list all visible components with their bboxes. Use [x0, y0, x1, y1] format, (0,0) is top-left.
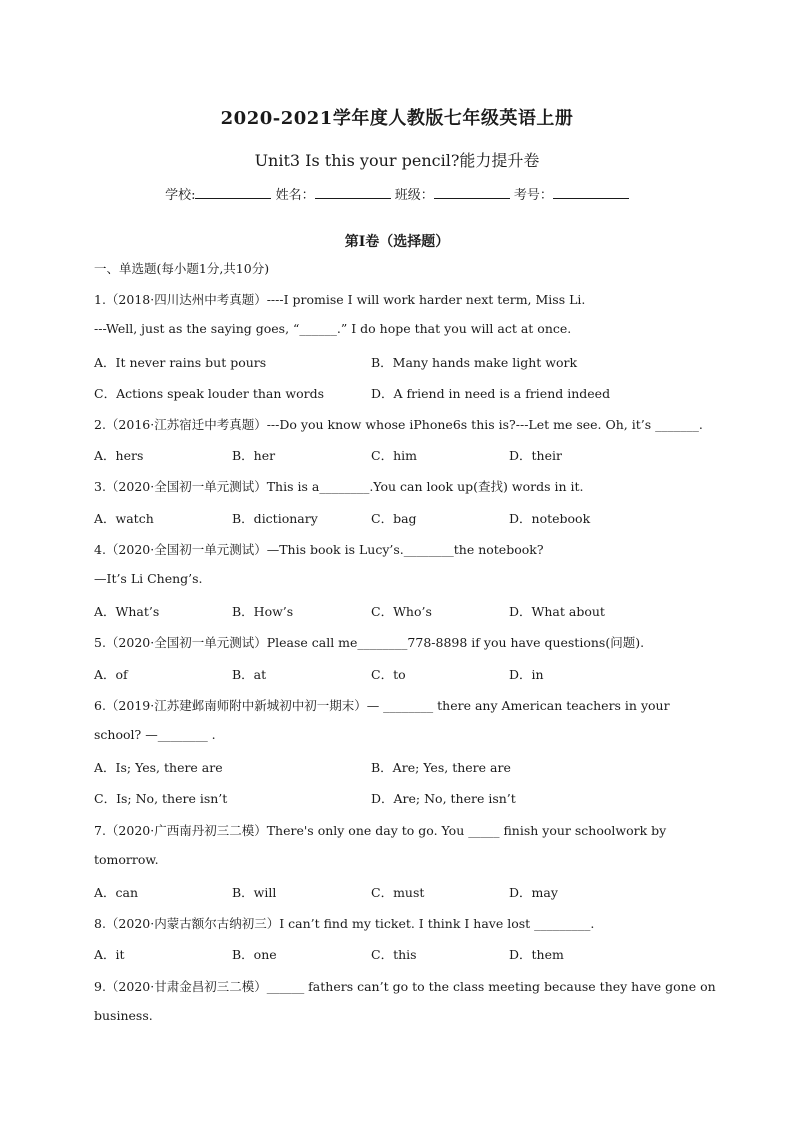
question-1-option-c: C．Actions speak louder than words [94, 386, 324, 401]
question-4-option-a: A．What’s [94, 604, 160, 619]
question-2-option-c: C．him [371, 448, 417, 463]
question-8-option-c: C．this [371, 947, 417, 962]
section-title: 第I卷（选择题） [344, 234, 450, 250]
number-label: 考号： [513, 188, 553, 203]
exam-subtitle: Unit3 Is this your pencil?能力提升卷 [254, 151, 540, 170]
question-6-stem-line2: school? —________ . [94, 727, 216, 742]
question-5-option-a: A．of [94, 667, 128, 682]
question-6-option-c: C．Is; No, there isn’t [94, 791, 228, 806]
school-label: 学校: [165, 188, 196, 203]
question-5-stem: 5.（2020·全国初一单元测试）Please call me________778-8898 if you have questions(问题). [94, 635, 645, 650]
question-8-option-a: A．it [94, 947, 125, 962]
name-label: 姓名： [275, 188, 315, 203]
question-8-option-b: B．one [232, 947, 277, 962]
question-1-option-a: A．It never rains but pours [94, 355, 267, 370]
question-7-option-c: C．must [371, 885, 425, 900]
question-6-option-a: A．Is; Yes, there are [94, 760, 223, 775]
question-7-option-d: D．may [509, 885, 558, 900]
class-label: 班级： [394, 188, 434, 203]
question-3-option-c: C．bag [371, 511, 417, 526]
question-2-stem: 2.（2016·江苏宿迁中考真题）---Do you know whose iPhone6s this is?---Let me see. Oh, it’s _______. [94, 417, 703, 432]
question-9-stem: 9.（2020·甘肃金昌初三二模）______ fathers can’t go to the class meeting because they have gone on [94, 979, 716, 994]
question-2-option-b: B．her [232, 448, 276, 463]
question-4-option-b: B．How’s [232, 604, 294, 619]
question-7-option-b: B．will [232, 885, 277, 900]
question-5-option-b: B．at [232, 667, 267, 682]
part-heading: 一、单选题(每小题1分,共10分) [94, 261, 270, 276]
question-3-option-a: A．watch [94, 511, 154, 526]
exam-title: 2020-2021学年度人教版七年级英语上册 [220, 108, 574, 129]
question-6-option-d: D．Are; No, there isn’t [371, 791, 516, 806]
name-blank [315, 186, 391, 199]
question-5-option-d: D．in [509, 667, 544, 682]
question-6-option-b: B．Are; Yes, there are [371, 760, 511, 775]
question-6-stem: 6.（2019·江苏建邺南师附中新城初中初一期末）— ________ there any American teachers in your [94, 698, 670, 713]
student-info-row [0, 184, 794, 203]
question-4-option-c: C．Who’s [371, 604, 432, 619]
question-5-option-c: C．to [371, 667, 406, 682]
school-blank [195, 186, 271, 199]
question-3-stem: 3.（2020·全国初一单元测试）This is a________.You can look up(查找) words in it. [94, 479, 584, 494]
question-4-stem: 4.（2020·全国初一单元测试）—This book is Lucy’s.________the notebook? [94, 542, 544, 557]
question-1-stem: 1.（2018·四川达州中考真题）----I promise I will work harder next term, Miss Li. [94, 292, 586, 307]
question-8-stem: 8.（2020·内蒙古额尔古纳初三）I can’t find my ticket. I think I have lost _________. [94, 916, 595, 931]
question-1-option-d: D．A friend in need is a friend indeed [371, 386, 611, 401]
question-1-stem-line2: ---Well, just as the saying goes, “______.” I do hope that you will act at once. [94, 321, 572, 336]
question-1-option-b: B．Many hands make light work [371, 355, 578, 370]
question-9-stem-line2: business. [94, 1008, 153, 1023]
class-blank [434, 186, 510, 199]
question-7-stem-line2: tomorrow. [94, 852, 159, 867]
number-blank [553, 186, 629, 199]
question-2-option-d: D．their [509, 448, 562, 463]
question-8-option-d: D．them [509, 947, 564, 962]
question-3-option-b: B．dictionary [232, 511, 318, 526]
question-4-stem-line2: —It’s Li Cheng’s. [94, 571, 203, 586]
question-3-option-d: D．notebook [509, 511, 591, 526]
question-4-option-d: D．What about [509, 604, 605, 619]
question-7-option-a: A．can [94, 885, 139, 900]
question-2-option-a: A．hers [94, 448, 144, 463]
question-7-stem: 7.（2020·广西南丹初三二模）There's only one day to go. You _____ finish your schoolwork by [94, 823, 667, 838]
